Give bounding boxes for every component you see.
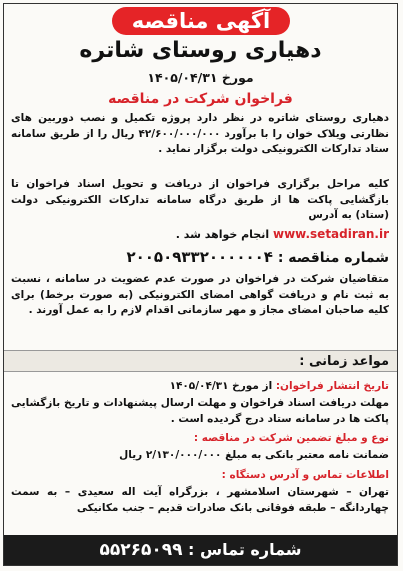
tender-number-row (11, 248, 389, 266)
contact-label: شماره تماس : (188, 540, 302, 559)
tender-banner: آگهی مناقصه (112, 7, 290, 35)
contact-bar (4, 535, 397, 565)
site-row (11, 227, 389, 241)
advertisement (3, 3, 398, 566)
call-title: فراخوان شرکت در مناقصه (108, 91, 293, 107)
paragraph-registration: متقاضیان شرکت در فراخوان در صورت عدم عضویت در سامانه ، نسبت به ثبت نام و دریافت گواهی امضای الکترونیکی (به صورت برخط) برای کلیه صاحبان امضای مجاز و مهر سازمانی اقدام لازم را به عمل آورند . (11, 273, 389, 316)
guarantee-value: ضمانت نامه معتبر بانکی به مبلغ ۲/۱۳۰/۰۰۰/۰۰۰ ریال (119, 449, 389, 461)
deadline-text: مهلت دریافت اسناد فراخوان و مهلت ارسال پیشنهادات و تاریخ بازگشایی پاکت ها در سامانه ستاد درج گردیده است . (11, 397, 389, 425)
tender-number: ۲۰۰۵۰۹۳۳۲۰۰۰۰۰۰۴ (126, 248, 273, 266)
publish-value: از مورخ ۱۴۰۵/۰۴/۳۱ (169, 380, 273, 392)
tender-label: شماره مناقصه : (277, 250, 389, 266)
organization-name: دهیاری روستای شاتره (79, 38, 322, 63)
guarantee-label: نوع و مبلغ تضمین شرکت در مناقصه : (193, 432, 389, 444)
site-link[interactable]: www.setadiran.ir (272, 227, 389, 241)
publish-row (11, 379, 389, 395)
paragraph-description: دهیاری روستای شاتره در نظر دارد پروژه تکمیل و نصب دوربین های نظارتی ویلاک خوان را با برآورد ۴۲/۶۰۰/۰۰۰/۰۰۰ ریال را از طریق سامانه ستاد تدارکات الکترونیکی دولت برگزار نماید . (11, 112, 389, 155)
schedule-section-title: مواعد زمانی : (4, 350, 397, 372)
contact-info-label: اطلاعات تماس و آدرس دستگاه : (221, 469, 389, 481)
site-suffix: انجام خواهد شد . (175, 228, 270, 241)
paragraph-procedure: کلیه مراحل برگزاری فراخوان از دریافت و تحویل اسناد فراخوان تا بازگشایی پاکت ها از طریق درگاه سامانه تدارکات الکترونیکی دولت (ستاد) به آدرس (11, 178, 389, 221)
contact-number: ۵۵۲۶۵۰۹۹ (99, 540, 183, 560)
publish-label: تاریخ انتشار فراخوان: (275, 380, 389, 392)
address-text: تهران – شهرستان اسلامشهر ، بزرگراه آیت اله سعیدی – به سمت چهاردانگه – طبقه فوقانی بانک صادرات قدیم – جنب مکانیکی (11, 486, 389, 514)
date-line: مورخ ۱۴۰۵/۰۴/۳۱ (147, 70, 254, 85)
